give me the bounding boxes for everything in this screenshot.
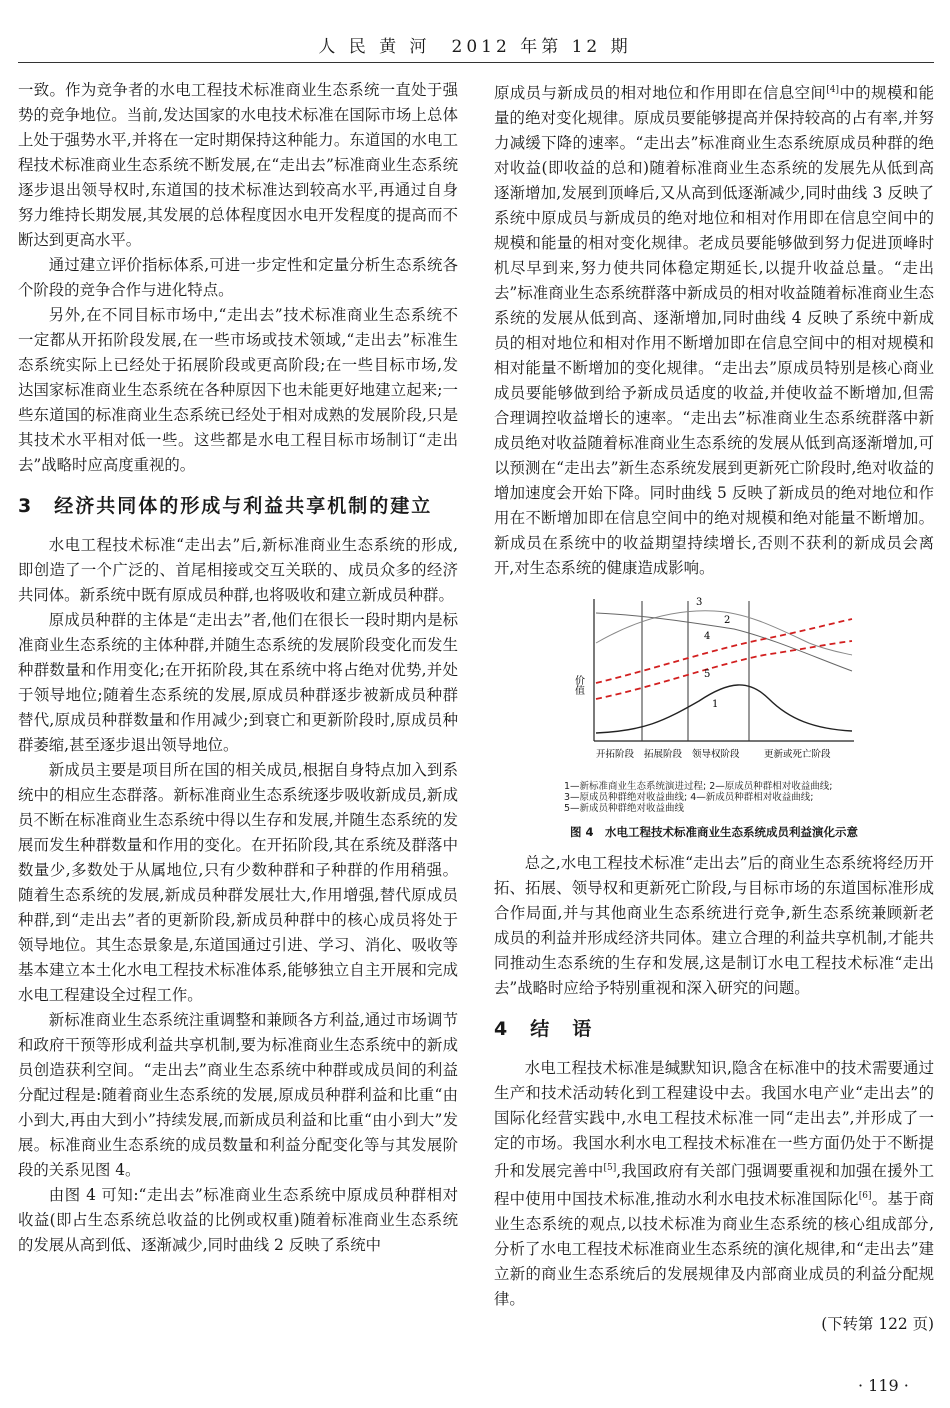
paragraph: 另外,在不同目标市场中,“走出去”技术标准商业生态系统不一定都从开拓阶段发展,在一些市场或技术领域,“走出去”标准生态系统实际上已经处于拓展阶段或更高阶段;在一些目标市场,发达国家标准商业生态系统在各种原因下也未能更好地建立起来;一些东道国的标准商业生态系统已经处于相对成熟的发展阶段,只是其技术水平相对低一些。这些都是水电工程目标市场制订“走出去”战略时应高度重视的。 xyxy=(18,306,458,474)
curve-label: 2 xyxy=(724,615,731,627)
text-run: 原成员与新成员的相对地位和作用即在信息空间 xyxy=(494,84,827,103)
legend-line: 5—新成员种群绝对收益曲线 xyxy=(564,803,685,815)
citation[interactable]: [5] xyxy=(603,1163,617,1174)
stage-label: 开拓阶段 xyxy=(596,749,635,761)
stage-label: 更新或死亡阶段 xyxy=(764,749,831,761)
header-rule xyxy=(18,62,934,63)
text-run: ,我国政府有关部门强调要重视和加强在援外工程中使用中国技术标准,推动水利水电技术标准国际化 xyxy=(494,1162,934,1209)
citation[interactable]: [4] xyxy=(826,85,840,95)
curve-4 xyxy=(596,619,852,683)
text-run: 水电工程技术标准是缄默知识,隐含在标准中的技术需要通过生产和技术活动转化到工程建设中去。我国水电产业“走出去”的国际化经营实践中,水电工程技术标准一同“走出去”,并形成了一定的市场。我国水利水电工程技术标准在一些方面仍处于不断提升和发展完善中 xyxy=(494,1059,934,1181)
paragraph: 由图 4 可知:“走出去”标准商业生态系统中原成员种群相对收益(即占生态系统总收益的比例或权重)随着标准商业生态系统的发展从高到低、逐渐减少,同时曲线 2 反映了系统中 xyxy=(18,1186,458,1254)
text-run: 。基于商业生态系统的观点,以技术标准为商业生态系统的核心组成部分,分析了水电工程技术标准商业生态系统的演化规律,和“走出去”建立新的商业生态系统后的发展规律及内部商业成员的利益分配规律。 xyxy=(494,1190,934,1309)
paragraph: 新成员主要是项目所在国的相关成员,根据自身特点加入到系统中的相应生态群落。新标准商业生态系统逐步吸收新成员,新成员不断在标准商业生态系统中得以生存和发展,并随生态系统的发展而发生种群数量和作用的变化。在开拓阶段,其在系统及群落中数量少,多数处于从属地位,只有少数种群和子种群的作用稍强。随着生态系统的发展,新成员种群发展壮大,作用增强,替代原成员种群,到“走出去”者的更新阶段,新成员种群中的核心成员将处于领导地位。其生态景象是,东道国通过引进、学习、消化、吸收等基本建立本土化水电工程技术标准体系,能够独立自主开展和完成水电工程建设全过程工作。 xyxy=(18,761,458,1004)
section-heading-3: 3 经济共同体的形成与利益共享机制的建立 xyxy=(18,495,433,517)
running-header: 人 民 黄 河 2012 年第 12 期 xyxy=(318,37,632,57)
curve-label: 5 xyxy=(704,669,711,681)
curve-5 xyxy=(596,641,852,699)
legend-line: 1—新标准商业生态系统演进过程; 2—原成员种群相对收益曲线; xyxy=(564,781,833,793)
right-column xyxy=(494,78,934,1337)
figure-4 xyxy=(494,591,934,845)
curve-1 xyxy=(596,685,852,733)
paragraph: 原成员种群的主体是“走出去”者,他们在很长一段时期内是标准商业生态系统的主体种群,并随生态系统的发展阶段变化而发生种群数量和作用变化;在开拓阶段,其在系统中将占绝对优势,并处于领导地位;随着生态系统的发展,原成员种群逐步被新成员种群替代,原成员种群数量和作用减少;到衰亡和更新阶段时,原成员种群萎缩,甚至逐步退出领导地位。 xyxy=(18,611,458,754)
paragraph: 新标准商业生态系统注重调整和兼顾各方利益,通过市场调节和政府干预等形成利益共享机制,要为标准商业生态系统中的新成员创造获利空间。“走出去”商业生态系统中种群或成员间的利益分配过程是:随着商业生态系统的发展,原成员种群利益和比重“由小到大,再由大到小”持续发展,而新成员利益和比重“由小到大”发展。标准商业生态系统的成员数量和利益分配变化等与其发展阶段的关系见图 4。 xyxy=(18,1011,458,1179)
page-number: · 119 · xyxy=(858,1376,909,1395)
curve-label: 1 xyxy=(712,699,719,711)
curve-label: 4 xyxy=(704,631,711,643)
section-heading-4: 4 结 语 xyxy=(494,1018,594,1041)
paragraph: 总之,水电工程技术标准“走出去”后的商业生态系统将经历开拓、拓展、领导权和更新死亡阶段,与目标市场的东道国标准形成合作局面,并与其他商业生态系统进行竞争,新生态系统兼顾新老成员的利益并形成经济共同体。建立合理的利益共享机制,才能共同推动生态系统的生存和发展,这是制订水电工程技术标准“走出去”战略时应给予特别重视和深入研究的问题。 xyxy=(494,854,934,998)
curve-label: 3 xyxy=(696,597,703,609)
paragraph: 通过建立评价指标体系,可进一步定性和定量分析生态系统各个阶段的竞争合作与进化特点。 xyxy=(18,256,458,299)
y-axis-label: 价值 xyxy=(572,675,584,696)
paragraph xyxy=(494,1056,934,1312)
evolution-diagram xyxy=(564,591,864,781)
paragraph xyxy=(494,78,934,581)
continued-note: (下转第 122 页) xyxy=(821,1315,934,1334)
paragraph: 一致。作为竞争者的水电工程技术标准商业生态系统一直处于强势的竞争地位。当前,发达国家的水电技术标准在国际市场上总体上处于强势水平,并将在一定时期保持这种能力。东道国的水电工程技术标准商业生态系统不断发展,在“走出去”标准商业生态系统逐步退出领导权时,东道国的技术标准达到较高水平,再通过自身努力维持长期发展,其发展的总体程度因水电开发程度的提高而不断达到更高水平。 xyxy=(18,81,458,249)
figure-caption: 图 4 水电工程技术标准商业生态系统成员利益演化示意 xyxy=(569,825,858,840)
left-column xyxy=(18,78,458,1258)
legend-line: 3—原成员种群绝对收益曲线; 4—新成员种群相对收益曲线; xyxy=(564,792,814,804)
text-run: 中的规模和能量的绝对变化规律。原成员要能够提高并保持较高的占有率,并努力减缓下降的速率。“走出去”标准商业生态系统原成员种群的绝对收益(即收益的总和)随着标准商业生态系统的发展先从低到高逐渐增加,发展到顶峰后,又从高到低逐渐减少,同时曲线 3 反映了系统中原成员与新成员的绝对地位和相对作用即在信息空间中的规模和能量的相对变化规律。老成员要能够做到努力促进顶峰时机尽早到来,努力使共同体稳定期延长,以提升收益总量。“走出去”标准商业生态系统群落中新成员的相对收益随着标准商业生态系统的发展从低到高、逐渐增加,同时曲线 4 反映了系统中新成员的相对地位和相对作用不断增加即在信息空间中的相对规模和相对能量不断增加的变化规律。“走出去”原成员特别是核心商业成员要能够做到给予新成员适度的收益,并使收益不断增加,但需合理调控收益增长的速率。“走出去”标准商业生态系统群落中新成员绝对收益随着标准商业生态系统的发展从低到高逐渐增加,可以预测在“走出去”新生态系统发展到更新死亡阶段时,绝对收益的增加速度会开始下降。同时曲线 5 反映了新成员的绝对地位和作用在不断增加即在信息空间中的绝对规模和绝对能量不断增加。新成员在系统中的收益期望持续增长,否则不获利的新成员会离开,对生态系统的健康造成影响。 xyxy=(494,84,934,578)
paragraph: 水电工程技术标准“走出去”后,新标准商业生态系统的形成,即创造了一个广泛的、首尾相接或交互关联的、成员众多的经济共同体。新系统中既有原成员种群,也将吸收和建立新成员种群。 xyxy=(18,536,458,604)
citation[interactable]: [6] xyxy=(858,1191,872,1202)
stage-label: 领导权阶段 xyxy=(692,749,740,761)
stage-label: 拓展阶段 xyxy=(644,749,683,761)
figure-legend xyxy=(494,781,934,814)
